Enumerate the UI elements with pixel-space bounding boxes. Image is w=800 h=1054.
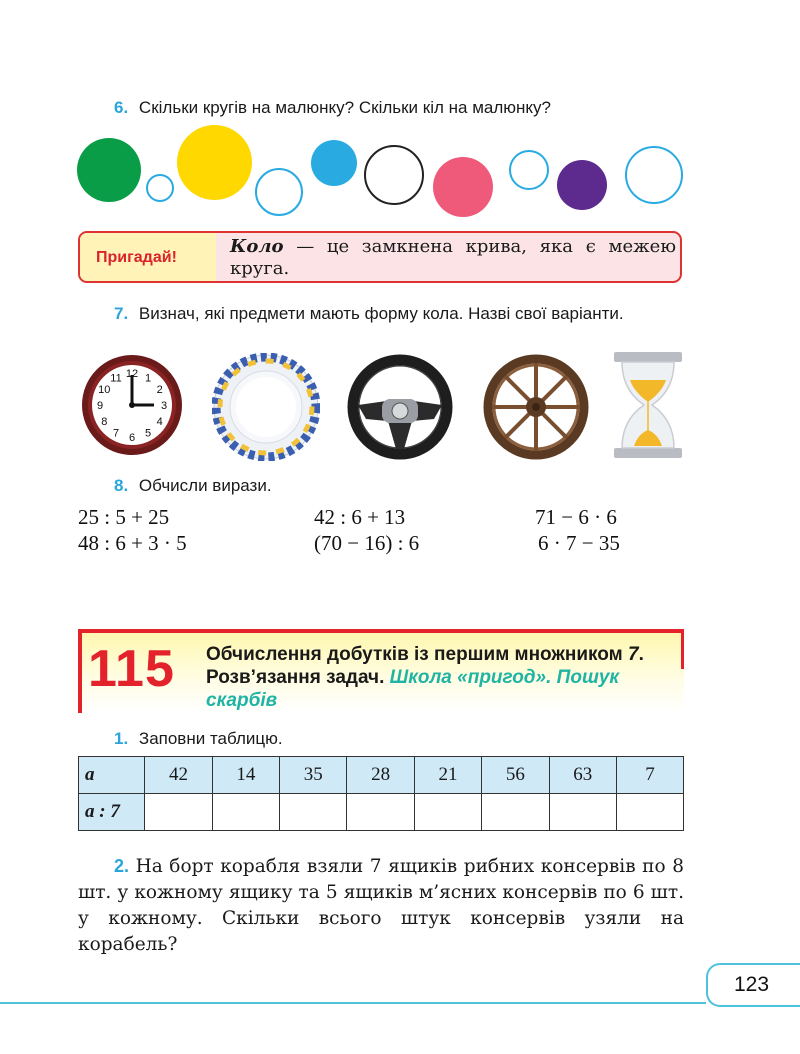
green-circle <box>77 138 141 202</box>
expression: 71 − 6 · 6 <box>535 505 617 529</box>
empty-cell[interactable] <box>549 794 616 831</box>
task-text: На борт корабля взяли 7 ящиків рибних консервів по 8 шт. у кожному ящику та 5 ящиків м’ясних консервів по 6 шт. у кожному. Скільки всього штук консервів узяли на корабель? <box>78 856 684 955</box>
lesson-header <box>78 629 684 713</box>
table-cell: 28 <box>347 757 414 794</box>
lesson-title-green: Школа «пригод». Пошук скарбів <box>206 667 620 711</box>
remember-label-box <box>80 233 216 281</box>
remember-text <box>230 236 676 280</box>
pink-circle <box>433 157 493 217</box>
empty-cell[interactable] <box>280 794 347 831</box>
table-cell: 42 <box>145 757 212 794</box>
task-7 <box>114 302 684 326</box>
table-cell: 56 <box>482 757 549 794</box>
lesson-header-right-bar <box>681 629 684 669</box>
table-row <box>79 757 684 794</box>
lesson-task-1 <box>114 729 283 749</box>
lesson-title <box>206 643 678 712</box>
outline-circle <box>509 150 549 190</box>
purple-circle <box>557 160 607 210</box>
outline-circle <box>625 146 683 204</box>
task-text: Скільки кругів на малюнку? Скільки кіл на малюнку? <box>138 98 551 117</box>
clock-numeral: 5 <box>144 427 152 440</box>
row-label: a <box>79 757 145 794</box>
table-cell: 7 <box>616 757 683 794</box>
remember-label: Пригадай! <box>96 249 177 266</box>
task-number: 2. <box>114 856 130 876</box>
wagon-wheel-icon <box>482 353 590 461</box>
expression: 48 : 6 + 3 · 5 <box>78 531 187 555</box>
remember-term: Коло <box>230 236 284 257</box>
clock-numeral: 1 <box>144 372 152 385</box>
clock-numeral: 12 <box>125 368 139 380</box>
task-text: Визнач, які предмети мають форму кола. Назві свої варіанти. <box>138 304 624 323</box>
footer-line <box>0 1002 706 1004</box>
table-cell: 14 <box>212 757 279 794</box>
expression: 42 : 6 + 13 <box>314 505 406 529</box>
lesson-title-italic: 7 <box>628 644 639 665</box>
clock-numeral: 6 <box>128 432 136 444</box>
clock-numeral: 9 <box>96 400 104 412</box>
table-cell: 21 <box>414 757 481 794</box>
clock-numeral: 8 <box>101 416 108 428</box>
clock-numeral: 10 <box>98 384 111 396</box>
table-row <box>79 794 684 831</box>
task-number: 1. <box>114 729 129 748</box>
lesson-title-part1: Обчислення добутків із першим множником <box>206 644 628 665</box>
lesson-number: 115 <box>88 640 175 698</box>
expression: (70 − 16) : 6 <box>314 531 420 555</box>
small-outline-circle <box>146 174 174 202</box>
plate-icon <box>212 353 320 461</box>
empty-cell[interactable] <box>212 794 279 831</box>
remember-definition: — це замкнена крива, яка є межею круга. <box>230 236 676 279</box>
clock-numeral: 7 <box>112 427 120 440</box>
empty-cell[interactable] <box>616 794 683 831</box>
row-label: a : 7 <box>79 794 145 831</box>
table-cell: 63 <box>549 757 616 794</box>
empty-cell[interactable] <box>347 794 414 831</box>
hourglass-icon <box>612 350 684 460</box>
blue-circle <box>311 140 357 186</box>
empty-cell[interactable] <box>145 794 212 831</box>
task-number: 7. <box>114 304 129 323</box>
clock-icon <box>80 353 184 457</box>
yellow-circle <box>177 125 252 200</box>
expression: 25 : 5 + 25 <box>78 505 170 529</box>
empty-cell[interactable] <box>414 794 481 831</box>
clock-numeral: 11 <box>110 372 122 385</box>
outline-circle <box>255 168 303 216</box>
fill-table <box>78 756 684 831</box>
page-number: 123 <box>734 973 770 996</box>
clock-numeral: 3 <box>160 400 168 412</box>
clock-numeral: 4 <box>156 416 163 428</box>
task-text: Заповни таблицю. <box>138 729 283 748</box>
lesson-header-left-bar <box>78 629 82 713</box>
steering-wheel-icon <box>346 353 454 461</box>
task-8 <box>114 476 272 496</box>
black-outline-circle <box>364 145 424 205</box>
expression: 6 · 7 − 35 <box>538 531 620 555</box>
task-number: 8. <box>114 476 129 495</box>
table-cell: 35 <box>280 757 347 794</box>
remember-box <box>78 231 682 283</box>
empty-cell[interactable] <box>482 794 549 831</box>
task-text: Обчисли вирази. <box>138 476 272 495</box>
page-number-box <box>706 963 800 1007</box>
lesson-title-part2: . Розв’язання задач. <box>206 644 644 688</box>
task-6 <box>114 98 551 118</box>
clock-numeral: 2 <box>156 384 163 396</box>
task-number: 6. <box>114 98 129 117</box>
lesson-task-2 <box>78 853 684 958</box>
